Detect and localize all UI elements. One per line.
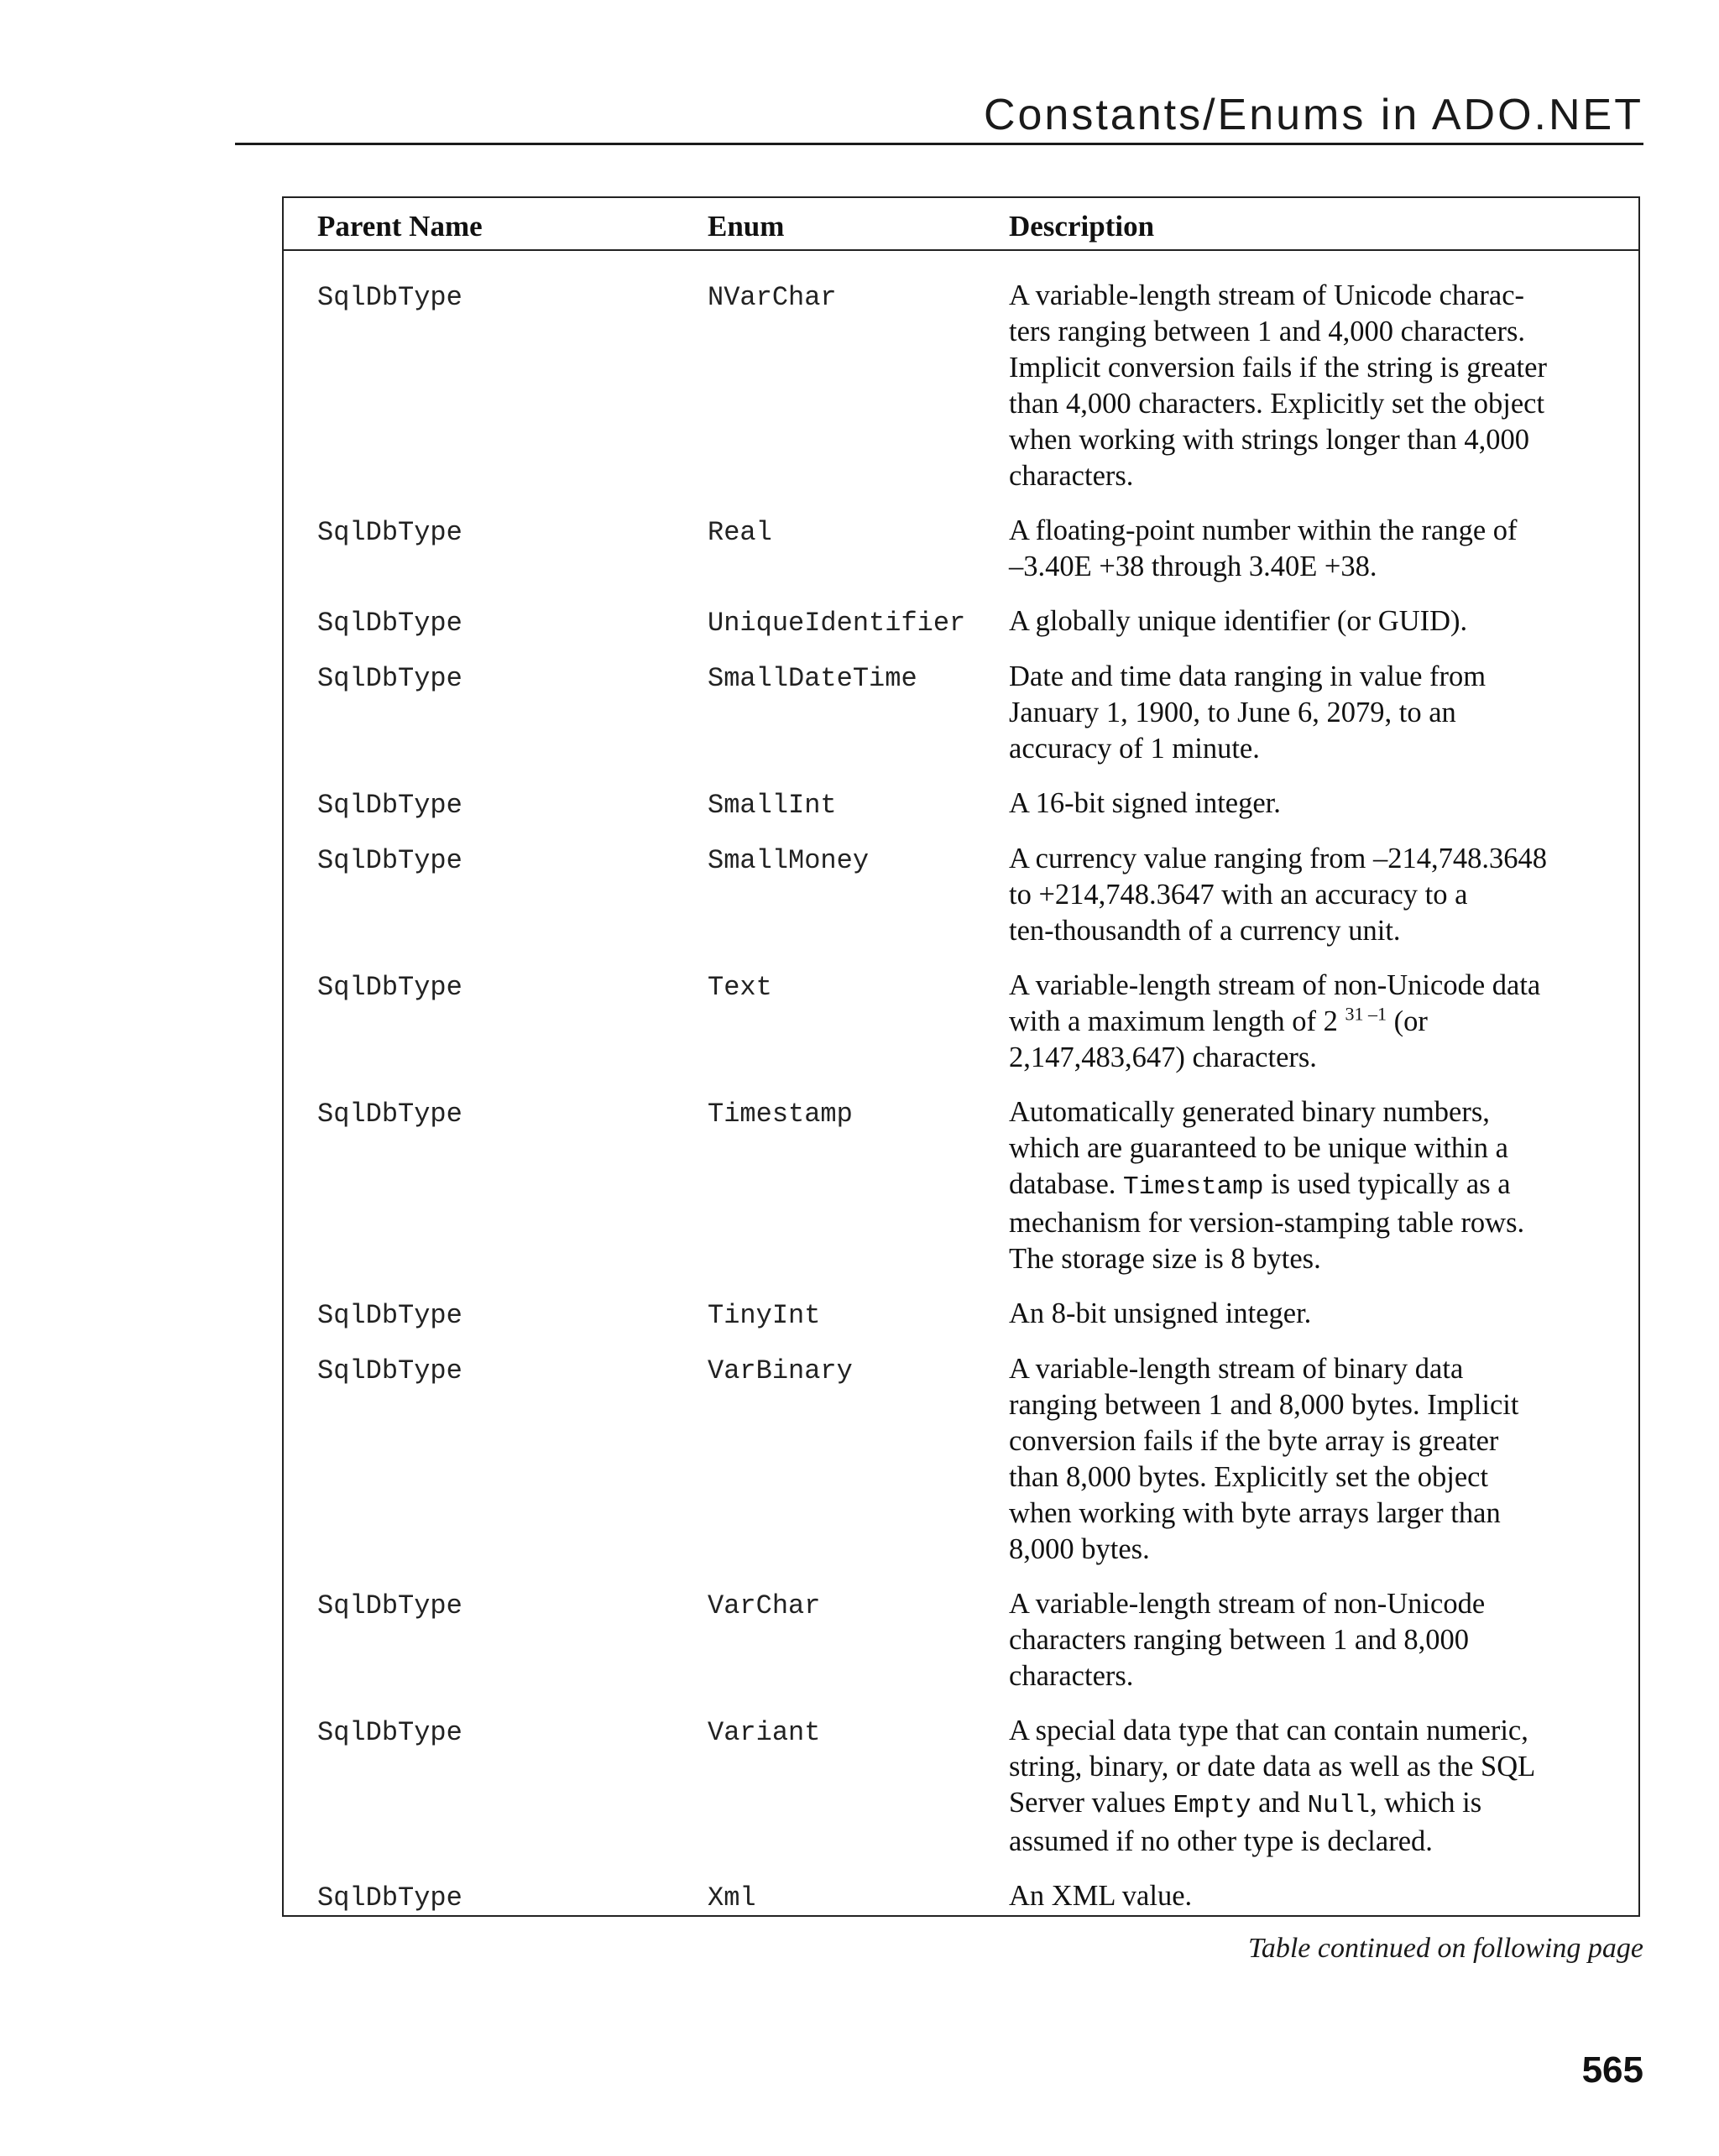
description-line: A variable-length stream of Unicode charac-: [1009, 279, 1525, 311]
header-enum: Enum: [708, 210, 785, 243]
header-rule: [235, 143, 1643, 145]
description-line: string, binary, or date data as well as the SQL: [1009, 1751, 1536, 1783]
description-line: A currency value ranging from –214,748.3648: [1009, 843, 1547, 874]
table-body: [284, 278, 1638, 1934]
description-cell: [1009, 1713, 1613, 1860]
inline-code: Empty: [1173, 1791, 1251, 1820]
description-line: [1009, 1167, 1613, 1205]
enum-cell: TinyInt: [708, 1300, 821, 1331]
parent-name-cell: SqlDbType: [317, 1717, 462, 1748]
table-continued-note: Table continued on following page: [1248, 1933, 1643, 1964]
description-text: , which is: [1369, 1787, 1482, 1819]
table-row: [284, 659, 1638, 767]
description-cell: [1009, 841, 1613, 949]
description-line: accuracy of 1 minute.: [1009, 733, 1260, 765]
description-cell: [1009, 968, 1613, 1076]
enum-cell: SmallDateTime: [708, 663, 917, 694]
description-line: characters.: [1009, 460, 1134, 492]
description-cell: [1009, 603, 1613, 639]
enum-cell: NVarChar: [708, 282, 837, 313]
table-row: [284, 278, 1638, 494]
description-text: is used typically as a: [1263, 1168, 1511, 1200]
description-line: An 8-bit unsigned integer.: [1009, 1297, 1312, 1329]
table-row: [284, 1094, 1638, 1277]
description-text: and: [1251, 1787, 1308, 1819]
table-row: [284, 1351, 1638, 1568]
description-line: A special data type that can contain numeric,: [1009, 1715, 1528, 1746]
parent-name-cell: SqlDbType: [317, 517, 462, 548]
description-line: A globally unique identifier (or GUID).: [1009, 605, 1468, 637]
description-line: [1009, 1785, 1613, 1824]
description-line: ranging between 1 and 8,000 bytes. Implicit: [1009, 1389, 1519, 1421]
table-row: [284, 1296, 1638, 1333]
description-line: ten-thousandth of a currency unit.: [1009, 915, 1401, 947]
description-cell: [1009, 659, 1613, 767]
enum-cell: Real: [708, 517, 772, 548]
enum-cell: Variant: [708, 1717, 821, 1748]
description-cell: [1009, 1586, 1613, 1694]
description-cell: [1009, 786, 1613, 822]
description-line: A variable-length stream of non-Unicode: [1009, 1588, 1486, 1620]
description-text: with a maximum length of 2: [1009, 1005, 1345, 1037]
description-line: A floating-point number within the range of: [1009, 514, 1518, 546]
description-line: characters ranging between 1 and 8,000: [1009, 1624, 1469, 1656]
description-text: (or: [1387, 1005, 1428, 1037]
description-line: Date and time data ranging in value from: [1009, 660, 1486, 692]
enum-cell: UniqueIdentifier: [708, 608, 966, 639]
description-line: when working with byte arrays larger than: [1009, 1497, 1501, 1529]
description-cell: [1009, 513, 1613, 585]
enum-cell: SmallInt: [708, 790, 837, 821]
description-line: A variable-length stream of non-Unicode data: [1009, 969, 1541, 1001]
table-row: [284, 1713, 1638, 1860]
inline-code: Null: [1307, 1791, 1370, 1820]
description-line: Implicit conversion fails if the string is greater: [1009, 352, 1547, 384]
description-line: –3.40E +38 through 3.40E +38.: [1009, 551, 1377, 582]
table-row: [284, 968, 1638, 1076]
description-text: Server values: [1009, 1787, 1173, 1819]
description-line: Automatically generated binary numbers,: [1009, 1096, 1490, 1128]
parent-name-cell: SqlDbType: [317, 972, 462, 1003]
header-description: Description: [1009, 210, 1155, 243]
exponent: 31 –1: [1345, 1003, 1387, 1025]
description-cell: [1009, 1878, 1613, 1914]
page-number: 565: [1581, 2049, 1643, 2091]
running-head: Constants/Enums in ADO.NET: [983, 91, 1643, 139]
table-row: [284, 603, 1638, 640]
description-line: than 4,000 characters. Explicitly set the object: [1009, 388, 1545, 420]
description-line: ters ranging between 1 and 4,000 characters.: [1009, 316, 1526, 347]
description-cell: [1009, 278, 1613, 494]
description-line: An XML value.: [1009, 1880, 1193, 1912]
enum-cell: Timestamp: [708, 1099, 853, 1130]
inline-code: Timestamp: [1123, 1172, 1264, 1202]
enum-cell: VarChar: [708, 1590, 821, 1621]
parent-name-cell: SqlDbType: [317, 282, 462, 313]
table-row: [284, 786, 1638, 822]
description-line: assumed if no other type is declared.: [1009, 1825, 1433, 1857]
enum-cell: VarBinary: [708, 1355, 853, 1386]
description-line: A variable-length stream of binary data: [1009, 1353, 1464, 1385]
description-line: to +214,748.3647 with an accuracy to a: [1009, 879, 1468, 911]
description-line: 8,000 bytes.: [1009, 1533, 1150, 1565]
description-cell: [1009, 1351, 1613, 1568]
enum-table: [282, 196, 1640, 1917]
table-row: [284, 513, 1638, 585]
description-line: 2,147,483,647) characters.: [1009, 1041, 1317, 1073]
enum-cell: SmallMoney: [708, 845, 870, 876]
parent-name-cell: SqlDbType: [317, 845, 462, 876]
description-line: which are guaranteed to be unique within a: [1009, 1132, 1508, 1164]
description-cell: [1009, 1094, 1613, 1277]
enum-cell: Text: [708, 972, 772, 1003]
parent-name-cell: SqlDbType: [317, 1590, 462, 1621]
description-line: than 8,000 bytes. Explicitly set the object: [1009, 1461, 1489, 1493]
table-header: [284, 198, 1638, 251]
header-parent-name: Parent Name: [317, 210, 483, 243]
parent-name-cell: SqlDbType: [317, 608, 462, 639]
description-line: mechanism for version-stamping table rows.: [1009, 1207, 1525, 1239]
description-line: [1009, 1004, 1613, 1040]
description-line: conversion fails if the byte array is greater: [1009, 1425, 1499, 1457]
parent-name-cell: SqlDbType: [317, 1355, 462, 1386]
parent-name-cell: SqlDbType: [317, 1099, 462, 1130]
description-cell: [1009, 1296, 1613, 1332]
description-line: A 16-bit signed integer.: [1009, 787, 1281, 819]
description-line: The storage size is 8 bytes.: [1009, 1243, 1321, 1275]
table-row: [284, 1586, 1638, 1694]
table-row: [284, 1878, 1638, 1915]
table-row: [284, 841, 1638, 949]
description-line: when working with strings longer than 4,000: [1009, 424, 1529, 456]
parent-name-cell: SqlDbType: [317, 1300, 462, 1331]
parent-name-cell: SqlDbType: [317, 663, 462, 694]
description-line: characters.: [1009, 1660, 1134, 1692]
description-line: January 1, 1900, to June 6, 2079, to an: [1009, 697, 1456, 728]
enum-cell: Xml: [708, 1882, 756, 1913]
description-text: database.: [1009, 1168, 1124, 1200]
parent-name-cell: SqlDbType: [317, 1882, 462, 1913]
parent-name-cell: SqlDbType: [317, 790, 462, 821]
